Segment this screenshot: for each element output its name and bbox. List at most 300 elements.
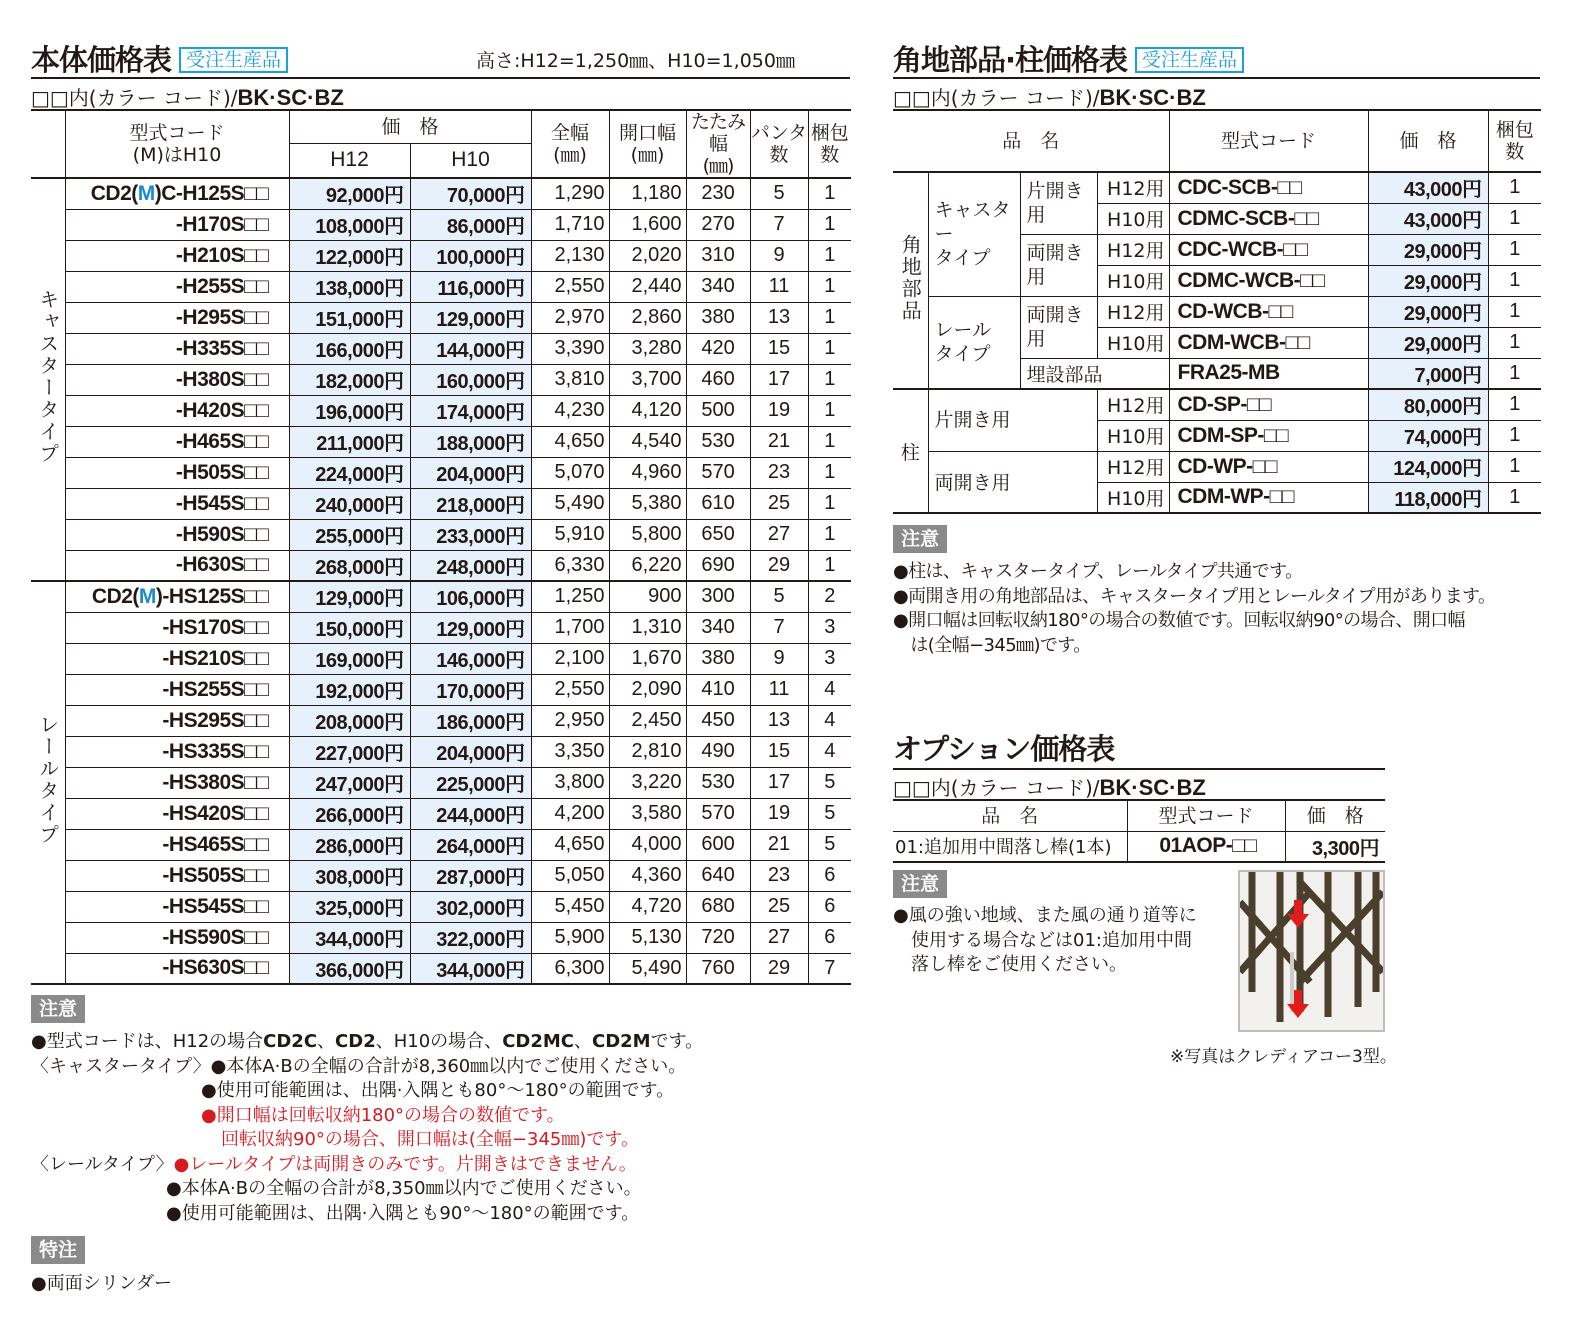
pack-count: 1 [808, 395, 851, 426]
model-code: CD2(M)-HS125S□□ [65, 581, 289, 612]
option-notes [893, 904, 1197, 978]
header-code [65, 110, 289, 178]
price-h12: 122,000円 [289, 240, 410, 271]
header-blank [31, 110, 65, 178]
opening-width: 3,580 [609, 798, 686, 829]
pack-count: 1 [808, 209, 851, 240]
full-width: 2,550 [531, 271, 609, 302]
color-codes: BK·SC·BZ [237, 85, 344, 110]
group-label [31, 178, 65, 581]
full-width: 2,130 [531, 240, 609, 271]
opening-width: 4,960 [609, 457, 686, 488]
pack-count: 1 [1488, 420, 1541, 451]
notes-heading: 注意 [31, 995, 85, 1023]
header-code-sub: (M)はH10 [132, 144, 222, 166]
price-h10: 287,000円 [410, 860, 531, 891]
panta-count: 25 [750, 488, 808, 519]
opening-width: 5,130 [609, 922, 686, 953]
price-h10: 160,000円 [410, 364, 531, 395]
note-caster-3: ●開口幅は回転収納180°の場合の数値です。 [201, 1104, 565, 1126]
folded-width: 340 [686, 612, 750, 643]
panta-count: 19 [750, 395, 808, 426]
full-width: 2,100 [531, 643, 609, 674]
table-row [31, 612, 851, 643]
model-code: CDMC-SCB-□□ [1169, 203, 1368, 234]
full-width: 6,330 [531, 550, 609, 581]
model-code: -H545S□□ [65, 488, 289, 519]
gate-photo-illustration [1240, 872, 1383, 1030]
pack-count: 1 [808, 457, 851, 488]
table-row [893, 389, 1541, 420]
opening-width: 6,220 [609, 550, 686, 581]
table-row [31, 209, 851, 240]
full-width: 3,390 [531, 333, 609, 364]
table-row [31, 364, 851, 395]
price-h10: 186,000円 [410, 705, 531, 736]
opening-double: 両開き用 [1020, 234, 1097, 296]
opening-width: 1,180 [609, 178, 686, 209]
pack-count: 4 [808, 736, 851, 767]
folded-width: 600 [686, 829, 750, 860]
panta-count: 23 [750, 860, 808, 891]
price: 29,000円 [1368, 327, 1488, 358]
model-code: -H170S□□ [65, 209, 289, 240]
main-title [31, 38, 288, 79]
panta-count: 7 [750, 209, 808, 240]
model-code: -HS420S□□ [65, 798, 289, 829]
full-width: 1,290 [531, 178, 609, 209]
panta-count: 29 [750, 953, 808, 984]
notes-heading: 注意 [893, 870, 947, 898]
folded-width: 530 [686, 426, 750, 457]
folded-width: 650 [686, 519, 750, 550]
note-code [31, 1030, 703, 1055]
price-h10: 106,000円 [410, 581, 531, 612]
model-code: -H335S□□ [65, 333, 289, 364]
header-code: 型式コード [1169, 110, 1368, 172]
price-h10: 170,000円 [410, 674, 531, 705]
price-h10: 225,000円 [410, 767, 531, 798]
option-price-table [893, 799, 1385, 863]
model-code: -H420S□□ [65, 395, 289, 426]
color-prefix: □□内(カラー コード)/ [893, 86, 1100, 110]
price: 74,000円 [1368, 420, 1488, 451]
full-width: 1,700 [531, 612, 609, 643]
table-row [31, 674, 851, 705]
t: ●型式コードは、H12の場合 [31, 1031, 264, 1052]
main-price-table [31, 109, 851, 985]
note-caster-2: ●使用可能範囲は、出隅·入隅とも80°～180°の範囲です。 [201, 1080, 675, 1101]
photo-caption: ※写真はクレディアコー3型。 [1170, 1047, 1397, 1067]
model-code: -H295S□□ [65, 302, 289, 333]
special-note: ●両面シリンダー [31, 1273, 172, 1294]
model-code: CD-SP-□□ [1169, 389, 1368, 420]
header-price: 価 格 [1368, 110, 1488, 172]
color-code-note [893, 82, 1206, 111]
header-h12: H12 [289, 143, 410, 178]
pack-count: 4 [808, 674, 851, 705]
table-row [31, 643, 851, 674]
header-name: 品 名 [893, 110, 1169, 172]
main-notes [31, 1030, 703, 1226]
price-h12: 268,000円 [289, 550, 410, 581]
option-price: 3,300円 [1285, 831, 1385, 862]
header-h10: H10 [410, 143, 531, 178]
opening-width: 4,120 [609, 395, 686, 426]
group-label [31, 581, 65, 984]
price-h10: 204,000円 [410, 457, 531, 488]
panta-count: 27 [750, 922, 808, 953]
price: 118,000円 [1368, 482, 1488, 513]
corner-title-text: 角地部品·柱価格表 [893, 43, 1128, 77]
note: ●柱は、キャスタータイプ、レールタイプ共通です。 [893, 561, 1303, 582]
model-code: -HS295S□□ [65, 705, 289, 736]
divider [31, 77, 850, 79]
pack-count: 6 [808, 922, 851, 953]
opening-width: 4,720 [609, 891, 686, 922]
model-code: -HS210S□□ [65, 643, 289, 674]
model-code: -HS335S□□ [65, 736, 289, 767]
opening-width: 4,540 [609, 426, 686, 457]
panta-count: 21 [750, 829, 808, 860]
full-width: 4,200 [531, 798, 609, 829]
pack-count: 3 [808, 643, 851, 674]
opening-width: 1,670 [609, 643, 686, 674]
panta-count: 15 [750, 736, 808, 767]
model-code: -H255S□□ [65, 271, 289, 302]
model-code: CDM-WCB-□□ [1169, 327, 1368, 358]
price-h12: 92,000円 [289, 178, 410, 209]
price-h12: 150,000円 [289, 612, 410, 643]
height-variant: H12用 [1097, 451, 1169, 482]
panta-count: 13 [750, 705, 808, 736]
model-code: CDC-WCB-□□ [1169, 234, 1368, 265]
folded-width: 640 [686, 860, 750, 891]
pack-count: 1 [808, 240, 851, 271]
full-width: 5,050 [531, 860, 609, 891]
table-row [31, 829, 851, 860]
model-code: -H590S□□ [65, 519, 289, 550]
corner-title [893, 38, 1244, 79]
opening-width: 2,090 [609, 674, 686, 705]
folded-width: 420 [686, 333, 750, 364]
panta-count: 11 [750, 271, 808, 302]
price-h12: 192,000円 [289, 674, 410, 705]
model-code: -H505S□□ [65, 457, 289, 488]
price-h12: 166,000円 [289, 333, 410, 364]
t: 、H10の場合、 [375, 1031, 503, 1052]
price-h12: 138,000円 [289, 271, 410, 302]
price: 7,000円 [1368, 358, 1488, 389]
price: 43,000円 [1368, 203, 1488, 234]
color-code-note [893, 772, 1206, 801]
pack-count: 1 [1488, 358, 1541, 389]
rail-label: 〈レールタイプ〉 [31, 1153, 174, 1175]
price-h10: 344,000円 [410, 953, 531, 984]
table-row [31, 519, 851, 550]
height-variant: H12用 [1097, 172, 1169, 203]
price-h12: 344,000円 [289, 922, 410, 953]
header-pack: 梱包 数 [1488, 110, 1541, 172]
price-h10: 264,000円 [410, 829, 531, 860]
made-to-order-badge: 受注生産品 [179, 47, 288, 73]
note: ●風の強い地域、また風の通り道等に [893, 905, 1197, 926]
header-price: 価 格 [289, 110, 531, 143]
product-photo [1238, 870, 1385, 1032]
pack-count: 4 [808, 705, 851, 736]
folded-width: 720 [686, 922, 750, 953]
price-h12: 240,000円 [289, 488, 410, 519]
folded-width: 500 [686, 395, 750, 426]
opening-width: 3,700 [609, 364, 686, 395]
made-to-order-badge: 受注生産品 [1135, 47, 1244, 73]
pack-count: 1 [1488, 296, 1541, 327]
option-code: 01AOP-□□ [1127, 831, 1285, 862]
price-h10: 218,000円 [410, 488, 531, 519]
price-h10: 116,000円 [410, 271, 531, 302]
panta-count: 17 [750, 767, 808, 798]
model-code: CD-WCB-□□ [1169, 296, 1368, 327]
panta-count: 21 [750, 426, 808, 457]
price-h12: 208,000円 [289, 705, 410, 736]
type-rail: レール タイプ [928, 296, 1020, 389]
folded-width: 530 [686, 767, 750, 798]
category-corner [893, 172, 928, 389]
folded-width: 760 [686, 953, 750, 984]
table-row [31, 550, 851, 581]
panta-count: 5 [750, 581, 808, 612]
note: は(全幅−345㎜)です。 [893, 634, 1091, 656]
price: 29,000円 [1368, 296, 1488, 327]
table-row [31, 457, 851, 488]
color-codes: BK·SC·BZ [1099, 85, 1206, 110]
header-opening: 開口幅 (㎜) [609, 110, 686, 178]
pack-count: 1 [1488, 389, 1541, 420]
model-code: CD-WP-□□ [1169, 451, 1368, 482]
price-h12: 308,000円 [289, 860, 410, 891]
full-width: 5,450 [531, 891, 609, 922]
note-caster [31, 1055, 703, 1080]
price-h12: 366,000円 [289, 953, 410, 984]
full-width: 3,350 [531, 736, 609, 767]
price-h12: 224,000円 [289, 457, 410, 488]
opening-width: 5,380 [609, 488, 686, 519]
model-code: -HS590S□□ [65, 922, 289, 953]
caster-label: 〈キャスタータイプ〉 [31, 1055, 211, 1077]
table-row [31, 178, 851, 209]
price-h10: 100,000円 [410, 240, 531, 271]
header-panta: パンタ 数 [750, 110, 808, 178]
panta-count: 15 [750, 333, 808, 364]
model-code: -HS170S□□ [65, 612, 289, 643]
pack-count: 5 [808, 829, 851, 860]
folded-width: 380 [686, 643, 750, 674]
table-row [31, 798, 851, 829]
model-code: CD2(M)C-H125S□□ [65, 178, 289, 209]
color-prefix: □□内(カラー コード)/ [893, 776, 1100, 800]
height-variant: H10用 [1097, 203, 1169, 234]
folded-width: 490 [686, 736, 750, 767]
main-title-text: 本体価格表 [31, 43, 172, 77]
pack-count: 1 [1488, 327, 1541, 358]
pack-count: 1 [1488, 451, 1541, 482]
note-rail-2: ●本体A·Bの全幅の合計が8,350㎜以内でご使用ください。 [166, 1178, 642, 1199]
opening-width: 1,310 [609, 612, 686, 643]
divider [893, 77, 1540, 79]
opening-width: 5,490 [609, 953, 686, 984]
folded-width: 310 [686, 240, 750, 271]
note: ●両開き用の角地部品は、キャスタータイプ用とレールタイプ用があります。 [893, 585, 1496, 607]
pack-count: 1 [808, 271, 851, 302]
price-h12: 247,000円 [289, 767, 410, 798]
t: CD2 [335, 1031, 376, 1052]
notes-heading: 注意 [893, 525, 947, 553]
price-h10: 129,000円 [410, 302, 531, 333]
pack-count: 5 [808, 798, 851, 829]
full-width: 3,810 [531, 364, 609, 395]
opening-width: 4,000 [609, 829, 686, 860]
pack-count: 1 [1488, 172, 1541, 203]
model-code: -HS465S□□ [65, 829, 289, 860]
price: 29,000円 [1368, 265, 1488, 296]
panta-count: 9 [750, 643, 808, 674]
height-variant: H12用 [1097, 234, 1169, 265]
t: ●レールタイプは両開きのみです。片開きはできません。 [173, 1153, 637, 1175]
full-width: 2,550 [531, 674, 609, 705]
panta-count: 17 [750, 364, 808, 395]
pack-count: 1 [1488, 482, 1541, 513]
buried-part: 埋設部品 [1020, 358, 1169, 389]
table-row [893, 451, 1541, 482]
pack-count: 1 [808, 302, 851, 333]
table-row [31, 922, 851, 953]
price-h12: 129,000円 [289, 581, 410, 612]
height-variant: H10用 [1097, 420, 1169, 451]
opening-single: 片開き用 [928, 389, 1097, 451]
pack-count: 1 [1488, 234, 1541, 265]
opening-width: 2,810 [609, 736, 686, 767]
opening-width: 3,280 [609, 333, 686, 364]
folded-width: 410 [686, 674, 750, 705]
table-row [31, 581, 851, 612]
table-row [893, 296, 1541, 327]
pack-count: 7 [808, 953, 851, 984]
price-h10: 129,000円 [410, 612, 531, 643]
panta-count: 25 [750, 891, 808, 922]
model-code: -HS630S□□ [65, 953, 289, 984]
option-name: 01:追加用中間落し棒(1本) [893, 831, 1127, 862]
full-width: 3,800 [531, 767, 609, 798]
full-width: 6,300 [531, 953, 609, 984]
color-codes: BK·SC·BZ [1099, 775, 1206, 800]
note: 落し棒をご使用ください。 [893, 954, 1127, 975]
height-note: 高さ:H12=1,250㎜、H10=1,050㎜ [476, 50, 795, 72]
color-code-note [31, 82, 344, 111]
table-row [31, 271, 851, 302]
opening-single: 片開き用 [1020, 172, 1097, 234]
model-code: -H630S□□ [65, 550, 289, 581]
corner-notes [893, 560, 1495, 658]
pack-count: 6 [808, 860, 851, 891]
panta-count: 7 [750, 612, 808, 643]
note: ●開口幅は回転収納180°の場合の数値です。回転収納90°の場合、開口幅 [893, 610, 1465, 631]
panta-count: 11 [750, 674, 808, 705]
folded-width: 380 [686, 302, 750, 333]
folded-width: 270 [686, 209, 750, 240]
price-h12: 182,000円 [289, 364, 410, 395]
price-h12: 151,000円 [289, 302, 410, 333]
table-row [31, 891, 851, 922]
header-folded: たたみ幅 (㎜) [686, 110, 750, 178]
folded-width: 570 [686, 457, 750, 488]
height-variant: H10用 [1097, 327, 1169, 358]
opening-width: 2,440 [609, 271, 686, 302]
price-h12: 169,000円 [289, 643, 410, 674]
t: ●本体A·Bの全幅の合計が8,360㎜以内でご使用ください。 [210, 1055, 687, 1077]
full-width: 5,900 [531, 922, 609, 953]
folded-width: 230 [686, 178, 750, 209]
panta-count: 9 [750, 240, 808, 271]
full-width: 2,970 [531, 302, 609, 333]
price-h10: 244,000円 [410, 798, 531, 829]
note-caster-4: 回転収納90°の場合、開口幅は(全幅−345㎜)です。 [221, 1129, 639, 1150]
table-row [31, 953, 851, 984]
price-h12: 286,000円 [289, 829, 410, 860]
header-code: 型式コード [1127, 800, 1285, 831]
panta-count: 29 [750, 550, 808, 581]
opening-double: 両開き用 [928, 451, 1097, 513]
full-width: 4,650 [531, 426, 609, 457]
model-code: -H210S□□ [65, 240, 289, 271]
opening-width: 5,800 [609, 519, 686, 550]
price-h12: 227,000円 [289, 736, 410, 767]
category-corner-text: 角地部品 [898, 234, 923, 322]
pack-count: 1 [808, 333, 851, 364]
divider [893, 768, 1385, 770]
height-variant: H12用 [1097, 389, 1169, 420]
header-price: 価 格 [1285, 800, 1385, 831]
panta-count: 23 [750, 457, 808, 488]
full-width: 5,490 [531, 488, 609, 519]
opening-width: 1,600 [609, 209, 686, 240]
price: 29,000円 [1368, 234, 1488, 265]
full-width: 4,650 [531, 829, 609, 860]
price-h10: 322,000円 [410, 922, 531, 953]
panta-count: 27 [750, 519, 808, 550]
color-prefix: □□内(カラー コード)/ [31, 86, 238, 110]
folded-width: 610 [686, 488, 750, 519]
note: 使用する場合などは01:追加用中間 [893, 929, 1192, 951]
model-code: -H465S□□ [65, 426, 289, 457]
table-row [31, 240, 851, 271]
pack-count: 1 [808, 488, 851, 519]
panta-count: 5 [750, 178, 808, 209]
model-code: -HS545S□□ [65, 891, 289, 922]
pack-count: 3 [808, 612, 851, 643]
pack-count: 6 [808, 891, 851, 922]
height-variant: H10用 [1097, 265, 1169, 296]
pack-count: 1 [808, 550, 851, 581]
header-width: 全幅 (㎜) [531, 110, 609, 178]
price-h10: 70,000円 [410, 178, 531, 209]
full-width: 2,950 [531, 705, 609, 736]
price-h12: 325,000円 [289, 891, 410, 922]
special-heading: 特注 [31, 1236, 85, 1264]
table-row [31, 395, 851, 426]
folded-width: 680 [686, 891, 750, 922]
t: 、 [317, 1031, 336, 1052]
note-rail [31, 1153, 703, 1178]
